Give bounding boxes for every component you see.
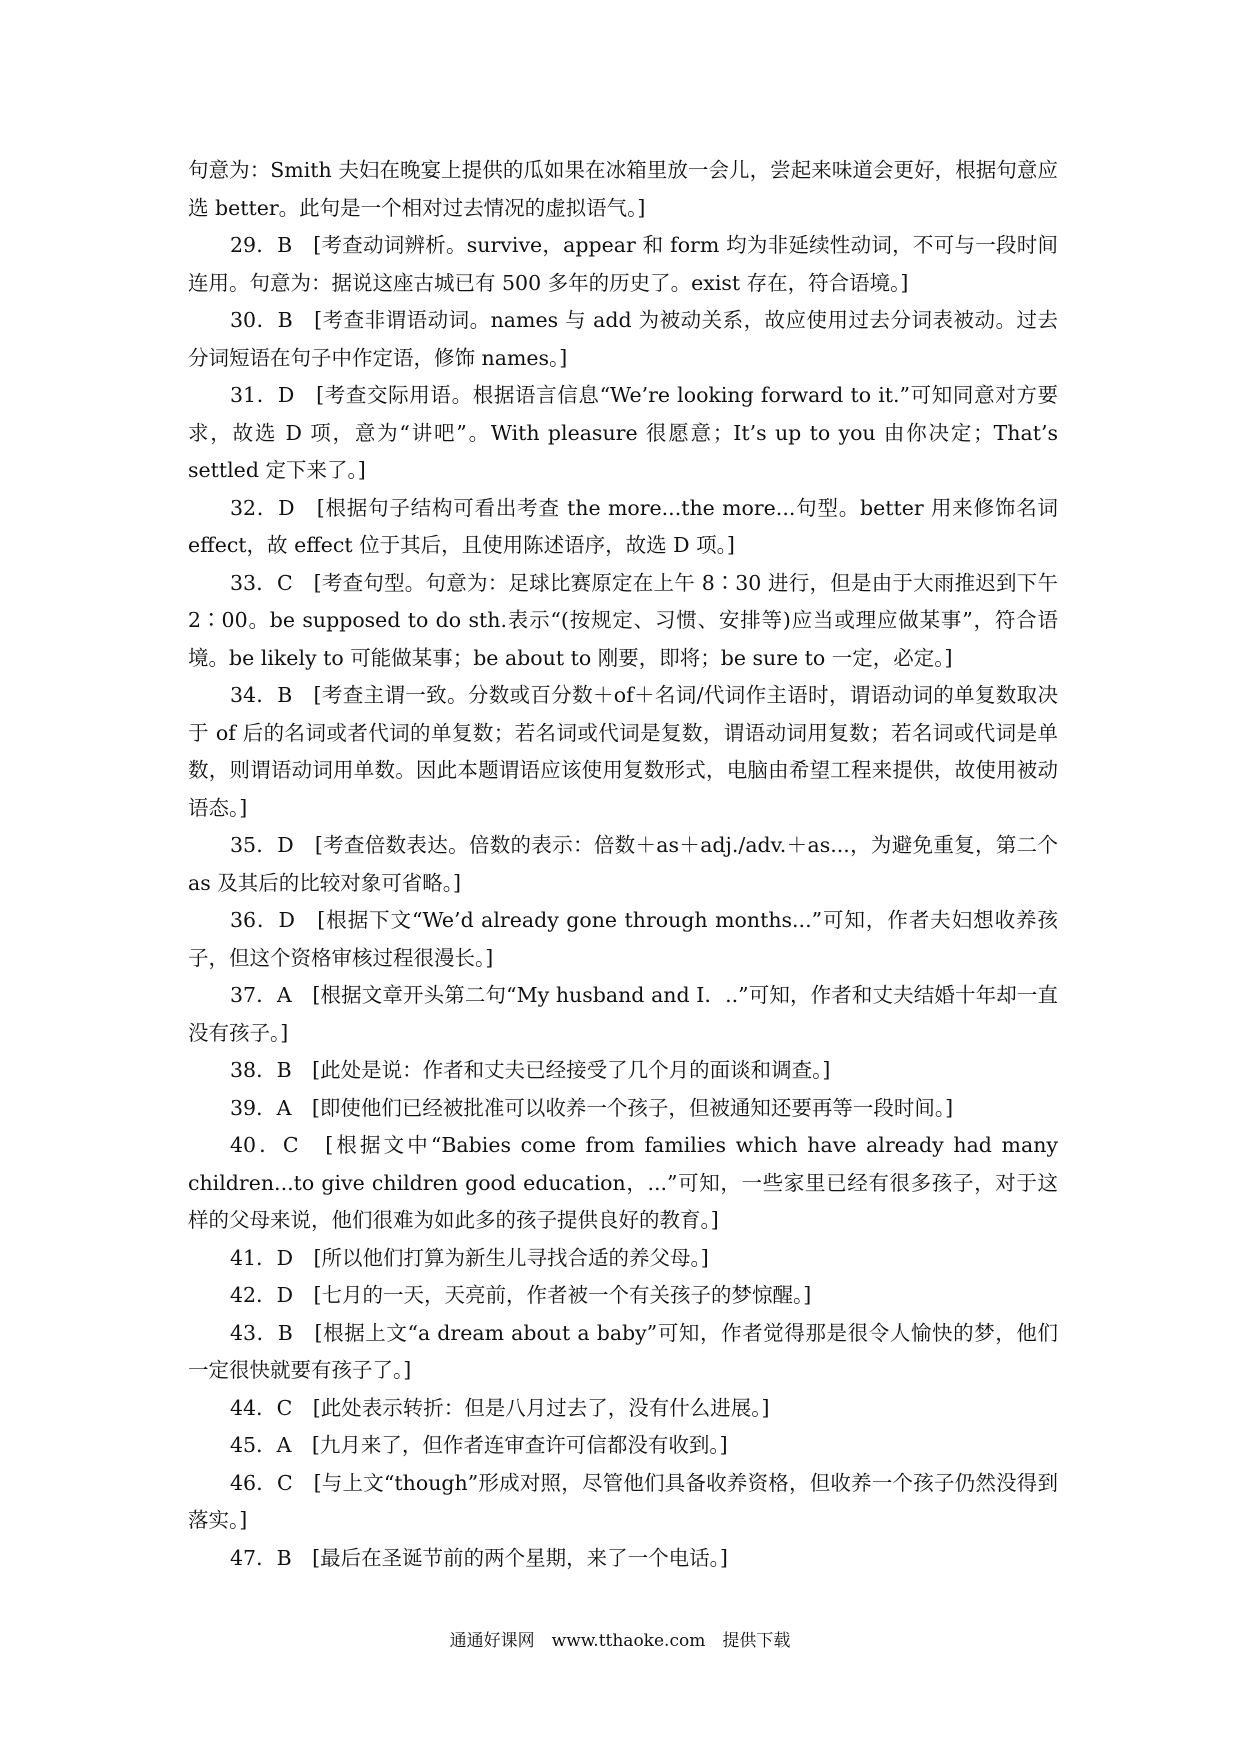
answer-explanations — [188, 152, 1058, 1577]
answer-29: 29．B [考查动词辨析。survive，appear 和 form 均为非延续性动词，不可与一段时间连用。句意为：据说这座古城已有 500 多年的历史了。exist 存在，符合语境。] — [188, 233, 1058, 295]
answer-44: 44．C [此处表示转折：但是八月过去了，没有什么进展。] — [230, 1395, 770, 1420]
answer-42: 42．D [七月的一天，天亮前，作者被一个有关孩子的梦惊醒。] — [230, 1283, 812, 1307]
answer-37: 37．A [根据文章开头第二句“My husband and I．..”可知，作者和丈夫结婚十年却一直没有孩子。] — [188, 983, 1058, 1045]
answer-36: 36．D [根据下文“We’d already gone through months...”可知，作者夫妇想收养孩子，但这个资格审核过程很漫长。] — [188, 908, 1058, 970]
answer-34: 34．B [考查主谓一致。分数或百分数＋of＋名词/代词作主语时，谓语动词的单复数取决于 of 后的名词或者代词的单复数；若名词或代词是复数，谓语动词用复数；若名词或代词是单数，则谓语动词用单数。因此本题谓语应该使用复数形式，电脑由希望工程来提供，故使用被动语态。] — [188, 683, 1058, 820]
answer-35: 35．D [考查倍数表达。倍数的表示：倍数＋as＋adj./adv.＋as...，为避免重复，第二个 as 及其后的比较对象可省略。] — [188, 833, 1058, 895]
answer-40: 40．C [根据文中“Babies come from families which have already had many children...to give children good education，...”可知，一些家里已经有很多孩子，对于这样的父母来说，他们很难为如此多的孩子提供良好的教育。] — [188, 1133, 1058, 1232]
answer-30: 30．B [考查非谓语动词。names 与 add 为被动关系，故应使用过去分词表被动。过去分词短语在句子中作定语，修饰 names。] — [188, 308, 1058, 370]
answer-32: 32．D [根据句子结构可看出考查 the more...the more...句型。better 用来修饰名词 effect，故 effect 位于其后，且使用陈述语序，故选 D 项。] — [188, 495, 1058, 557]
page-footer: 通通好课网 www.tthaoke.com 提供下载 — [449, 1631, 791, 1651]
answer-31: 31．D [考查交际用语。根据语言信息“We’re looking forward to it.”可知同意对方要求，故选 D 项，意为“讲吧”。With pleasure 很愿意；It’s up to you 由你决定；That’s settled 定下来了。] — [188, 383, 1058, 482]
answer-39: 39．A [即使他们已经被批准可以收养一个孩子，但被通知还要再等一段时间。] — [230, 1095, 954, 1120]
answer-41: 41．D [所以他们打算为新生儿寻找合适的养父母。] — [230, 1245, 709, 1270]
answer-45: 45．A [九月来了，但作者连审查许可信都没有收到。] — [230, 1433, 728, 1457]
answer-47: 47．B [最后在圣诞节前的两个星期，来了一个电话。] — [230, 1545, 728, 1570]
continued-explanation: 句意为：Smith 夫妇在晚宴上提供的瓜如果在冰箱里放一会儿，尝起来味道会更好，根据句意应选 better。此句是一个相对过去情况的虚拟语气。] — [188, 158, 1058, 220]
answer-38: 38．B [此处是说：作者和丈夫已经接受了几个月的面谈和调查。] — [230, 1058, 831, 1082]
answer-43: 43．B [根据上文“a dream about a baby”可知，作者觉得那是很令人愉快的梦，他们一定很快就要有孩子了。] — [188, 1320, 1058, 1382]
answer-33: 33．C [考查句型。句意为：足球比赛原定在上午 8∶30 进行，但是由于大雨推迟到下午 2∶00。be supposed to do sth.表示“(按规定、习惯、安排等)应当或理应做某事”，符合语境。be likely to 可能做某事；be about to 刚要，即将；be sure to 一定，必定。] — [188, 570, 1058, 670]
answer-46: 46．C [与上文“though”形成对照，尽管他们具备收养资格，但收养一个孩子仍然没得到落实。] — [188, 1470, 1058, 1532]
